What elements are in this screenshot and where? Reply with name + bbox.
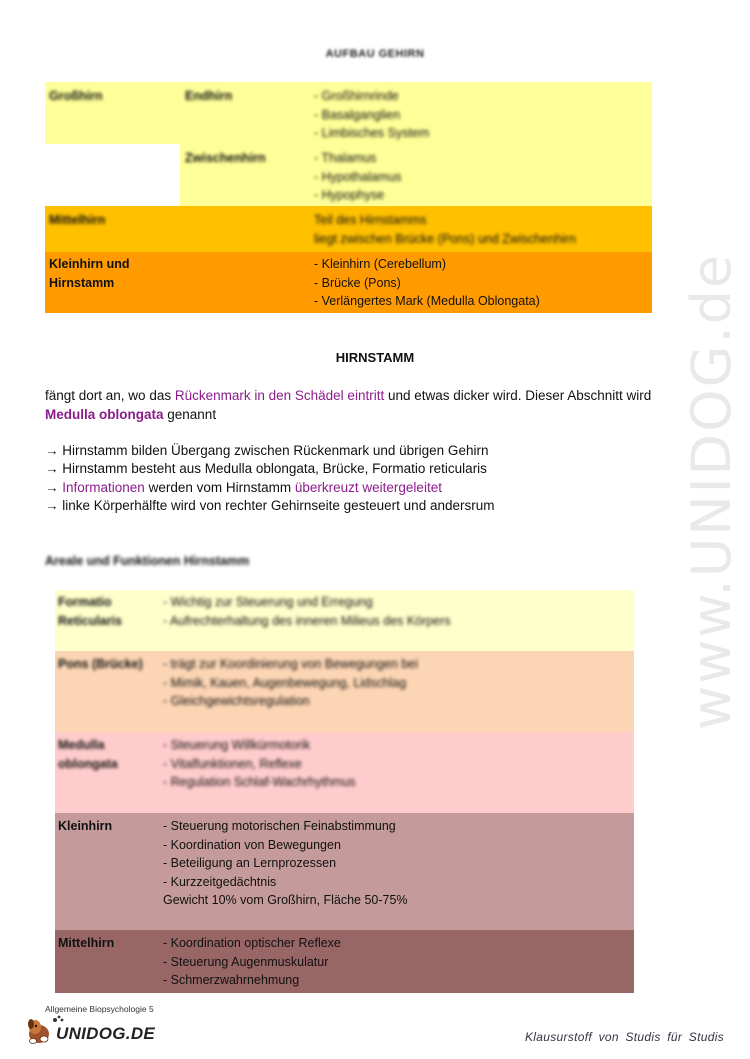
- highlight-text: Medulla oblongata: [45, 406, 164, 422]
- label-line: Medulla: [58, 738, 105, 752]
- paragraph-line: [45, 406, 705, 425]
- bullet-4: → linke Körperhälfte wird von rechter Gehirnseite gesteuert und andersrum: [45, 498, 495, 513]
- cell-kleinhirn-hirnstamm: [49, 255, 130, 292]
- list-item: - Schmerzwahrnehmung: [163, 973, 300, 987]
- text-span: →: [45, 480, 63, 495]
- watermark: www.UNIDOG.de: [680, 252, 743, 730]
- label-line: Reticularis: [58, 613, 122, 628]
- section-heading-hirnstamm: HIRNSTAMM: [335, 350, 415, 365]
- list-item: liegt zwischen Brücke (Pons) und Zwischenhirn: [314, 231, 576, 246]
- logo-text: UNIDOG.DE: [56, 1024, 156, 1043]
- footer-slogan: Klausurstoff von Studis für Studis: [525, 1030, 724, 1044]
- list-item: - Steuerung Willkürmotorik: [163, 738, 311, 752]
- areal-desc-mittelhirn: [163, 934, 623, 990]
- list-item: - Verlängertes Mark (Medulla Oblongata): [314, 294, 540, 308]
- cell-kleinhirn-items: [314, 255, 540, 311]
- text-span: genannt: [163, 406, 217, 422]
- cell-label-line: Kleinhirn und: [49, 257, 130, 271]
- areal-label-kleinhirn: Kleinhirn: [58, 819, 113, 833]
- list-item: - Gleichgewichtsregulation: [163, 694, 310, 708]
- text-span: fängt dort an, wo das: [45, 388, 175, 403]
- areal-label-formatio: [58, 593, 158, 630]
- list-item: - Vitalfunktionen, Reflexe: [163, 756, 302, 771]
- list-item: - Kleinhirn (Cerebellum): [314, 257, 446, 271]
- cell-endhirn-items: [314, 87, 429, 143]
- highlight-text: Rückenmark in den Schädel eintritt: [174, 388, 385, 403]
- cell-zwischenhirn-items: [314, 149, 402, 205]
- section-heading-areale: Areale und Funktionen Hirnstamm: [45, 554, 250, 568]
- cell-label-line: Hirnstamm: [49, 275, 115, 290]
- list-item: - Mimik, Kauen, Augenbewegung, Lidschlag: [163, 675, 407, 690]
- list-item: - Steuerung Augenmuskulatur: [163, 954, 329, 969]
- label-line: Formatio: [58, 595, 112, 609]
- label-line: oblongata: [58, 756, 118, 771]
- list-item: - Limbisches System: [314, 126, 430, 140]
- areal-desc-pons: [163, 655, 623, 711]
- highlight-text: Informationen: [62, 480, 145, 495]
- areal-label-pons: Pons (Brücke): [58, 657, 143, 671]
- list-item: - Wichtig zur Steuerung und Erregung: [163, 595, 373, 609]
- list-item: - Kurzzeitgedächtnis: [163, 874, 277, 889]
- list-item: - trägt zur Koordinierung von Bewegungen bei: [163, 657, 419, 671]
- paragraph-hirnstamm: [45, 387, 705, 424]
- list-item: - Aufrechterhaltung des inneren Milieus des Körpers: [163, 613, 451, 628]
- bullet-3: [45, 479, 442, 498]
- areal-desc-formatio: [163, 593, 623, 630]
- areal-desc-kleinhirn: [163, 817, 623, 910]
- areal-label-mittelhirn: Mittelhirn: [58, 936, 115, 950]
- paragraph-line: [45, 387, 705, 406]
- list-item: - Hypothalamus: [314, 169, 402, 184]
- list-item: - Brücke (Pons): [314, 275, 401, 290]
- cell-zwischenhirn: Zwischenhirn: [185, 151, 266, 165]
- footer-course-label: Allgemeine Biopsychologie 5: [45, 1004, 154, 1014]
- list-item: Gewicht 10% vom Großhirn, Fläche 50-75%: [163, 893, 408, 907]
- list-item: - Koordination optischer Reflexe: [163, 936, 341, 950]
- list-item: - Thalamus: [314, 151, 377, 165]
- highlight-text: überkreuzt weitergeleitet: [294, 480, 442, 495]
- bullet-2: → Hirnstamm besteht aus Medulla oblongata, Brücke, Formatio reticularis: [45, 461, 487, 476]
- list-item: - Beteiligung an Lernprozessen: [163, 856, 337, 870]
- areal-label-medulla: [58, 736, 158, 773]
- list-item: - Großhirnrinde: [314, 89, 399, 103]
- page-title: AUFBAU GEHIRN: [325, 48, 425, 60]
- cell-grosshirn: Großhirn: [49, 89, 103, 103]
- cell-mittelhirn: Mittelhirn: [49, 213, 106, 227]
- areal-desc-medulla: [163, 736, 623, 792]
- cell-endhirn: Endhirn: [185, 89, 233, 103]
- list-item: - Basalganglien: [314, 107, 401, 122]
- bullet-1: → Hirnstamm bilden Übergang zwischen Rückenmark und übrigen Gehirn: [45, 443, 489, 458]
- list-item: Teil des Hirnstamms: [314, 213, 427, 227]
- list-item: - Koordination von Bewegungen: [163, 837, 341, 852]
- cell-mittelhirn-items: [314, 211, 576, 248]
- text-span: und etwas dicker wird. Dieser Abschnitt wird: [384, 388, 652, 403]
- list-item: - Hypophyse: [314, 188, 385, 202]
- list-item: - Regulation Schlaf-Wachrhythmus: [163, 775, 356, 789]
- list-item: - Steuerung motorischen Feinabstimmung: [163, 819, 396, 833]
- text-span: werden vom Hirnstamm: [144, 480, 295, 495]
